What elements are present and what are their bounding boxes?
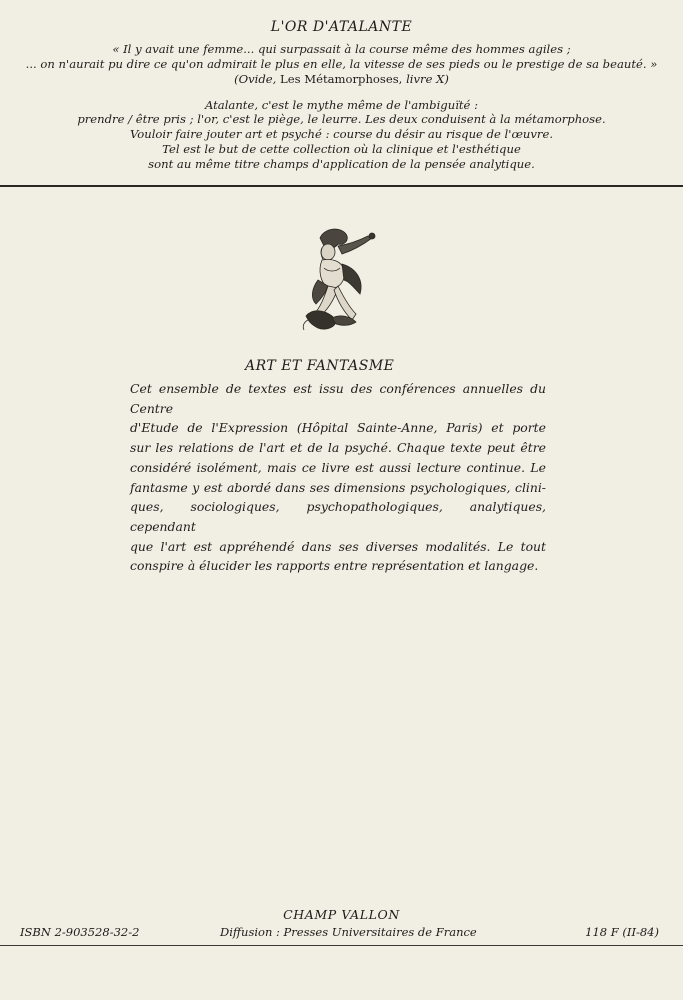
header-line-4: Tel est le but de cette collection où la clinique et l'esthétique	[162, 142, 521, 156]
price: 118 F (II-84)	[585, 925, 659, 939]
publisher-name: CHAMP VALLON	[283, 907, 400, 922]
description-line: d'Etude de l'Expression (Hôpital Sainte-Anne, Paris) et porte	[130, 420, 546, 436]
quote-line-2: ... on n'aurait pu dire ce qu'on admirait le plus en elle, la vitesse de ses pieds ou le prestige de sa beauté. »	[25, 57, 658, 71]
distribution: Diffusion : Presses Universitaires de France	[220, 925, 477, 939]
isbn: ISBN 2-903528-32-2	[20, 925, 140, 939]
atalanta-figure-icon	[298, 224, 380, 334]
header-line-1: Atalante, c'est le mythe même de l'ambiguïté :	[204, 98, 479, 112]
description-line: conspire à élucider les rapports entre représentation et langage.	[130, 558, 539, 574]
header-line-5: sont au même titre champs d'application de la pensée analytique.	[148, 157, 535, 171]
citation-book: livre X)	[406, 72, 449, 86]
footer-divider	[0, 945, 683, 946]
header-divider	[0, 185, 683, 187]
description-line: que l'art est appréhendé dans ses diverses modalités. Le tout	[130, 538, 546, 554]
description-line: sur les relations de l'art et de la psyché. Chaque texte peut être	[130, 440, 546, 456]
book-description	[130, 379, 546, 576]
description-line: considéré isolément, mais ce livre est aussi lecture continue. Le	[130, 459, 546, 475]
book-title: ART ET FANTASME	[245, 358, 395, 374]
header-line-2: prendre / être pris ; l'or, c'est le piège, le leurre. Les deux conduisent à la métamorphose.	[77, 112, 606, 126]
quote-line-1: « Il y avait une femme... qui surpassait à la course même des hommes agiles ;	[112, 42, 571, 56]
collection-title: L'OR D'ATALANTE	[270, 19, 413, 35]
description-line: fantasme y est abordé dans ses dimensions psychologiques, clini-	[130, 479, 546, 495]
description-line: ques, sociologiques, psychopathologiques, analytiques, cependant	[130, 499, 546, 534]
citation-open: (Ovide,	[234, 72, 277, 86]
description-line: Cet ensemble de textes est issu des conférences annuelles du Centre	[130, 381, 546, 416]
collection-header	[0, 0, 683, 186]
header-line-3: Vouloir faire jouter art et psyché : course du désir au risque de l'œuvre.	[129, 127, 554, 141]
citation	[0, 72, 683, 86]
citation-work: Les Métamorphoses,	[280, 72, 403, 86]
